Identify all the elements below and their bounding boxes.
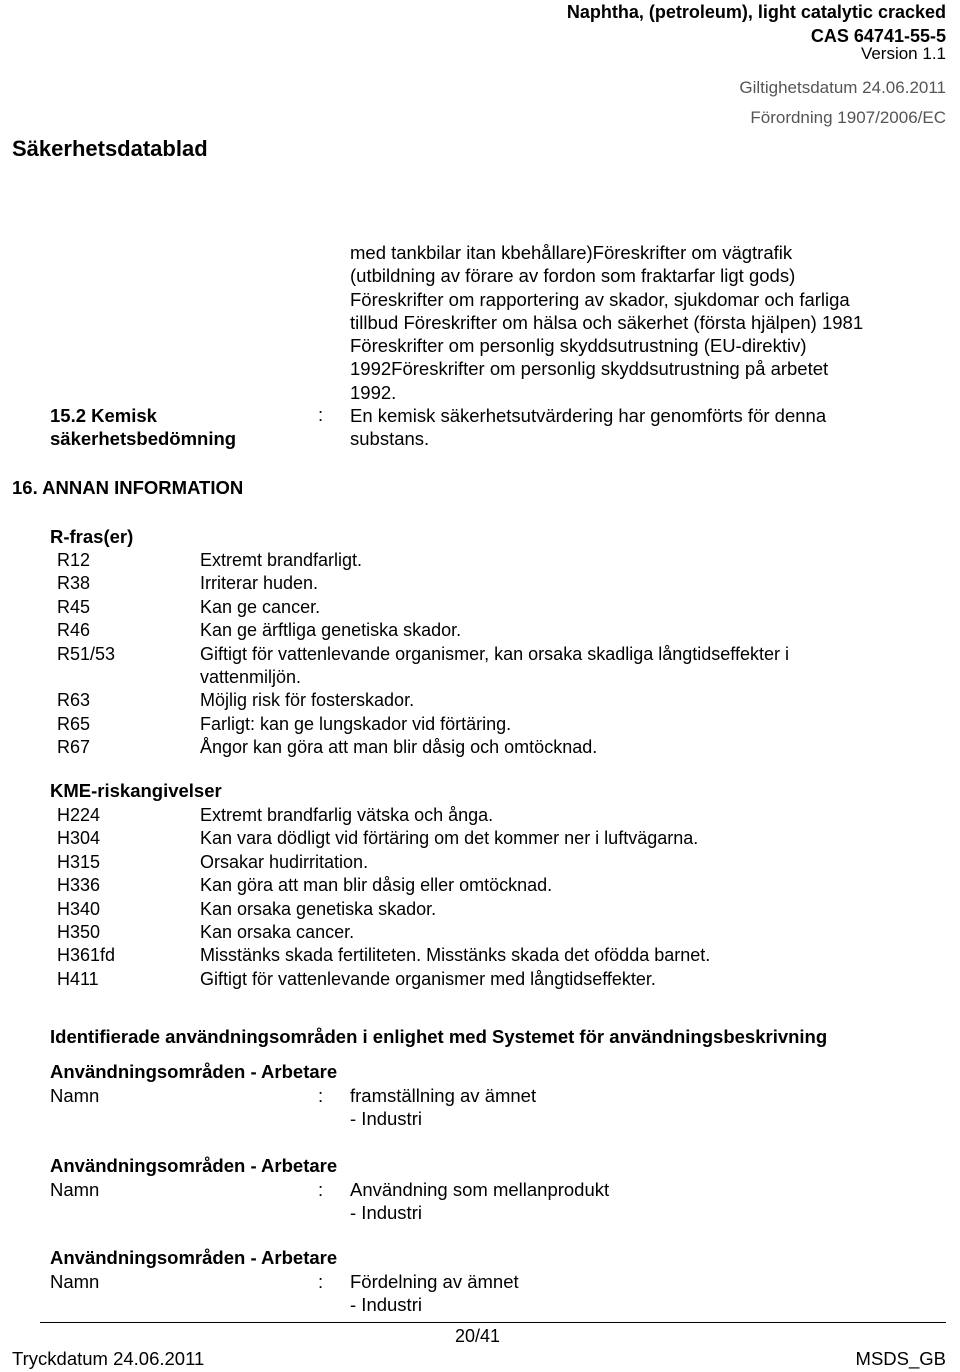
colon: :: [318, 1085, 324, 1106]
r-phrase-code: R12: [57, 550, 91, 570]
r-phrase-text: Irriterar huden.: [200, 573, 319, 594]
cas-number: CAS 64741-55-5: [810, 26, 946, 46]
r-phrase-text: Kan ge cancer.: [200, 596, 321, 617]
r-phrase-code: R67: [57, 737, 91, 758]
use-name-label: Namn: [50, 1179, 100, 1200]
print-date: Tryckdatum 24.06.2011: [12, 1348, 205, 1369]
r-phrase-code: R46: [57, 620, 91, 641]
regulation-line: (utbildning av förare av fordon som fraktarfar ligt gods): [350, 265, 796, 287]
validity-date: Giltighetsdatum 24.06.2011: [739, 78, 946, 97]
section-15-2-text: [350, 404, 826, 451]
r-phrase-text: Farligt: kan ge lungskador vid förtäring.: [200, 713, 512, 734]
version: Version 1.1: [860, 44, 946, 63]
use-heading: Användningsområden - Arbetare: [50, 1247, 338, 1268]
r-phrase-text-cont: vattenmiljön.: [200, 667, 302, 687]
r-phrase-text: Giftigt för vattenlevande organismer, kan orsaka skadliga långtidseffekter i: [200, 643, 789, 664]
product-name: Naphtha, (petroleum), light catalytic cracked: [566, 2, 946, 22]
regulation-line: tillbud Föreskrifter om hälsa och säkerhet (första hjälpen) 1981: [350, 311, 864, 333]
h-statement-text: Kan göra att man blir dåsig eller omtöcknad.: [200, 875, 553, 896]
h-statement-text: Kan vara dödligt vid förtäring om det kommer ner i luftvägarna.: [200, 828, 699, 849]
r-phrase-text: Möjlig risk för fosterskador.: [200, 690, 415, 711]
h-statement-code: H336: [57, 875, 101, 896]
colon: :: [318, 1271, 324, 1292]
r-phrase-text: Ångor kan göra att man blir dåsig och omtöcknad.: [200, 737, 598, 758]
use-name-label: Namn: [50, 1271, 100, 1292]
h-statement-text: Kan orsaka cancer.: [200, 922, 355, 942]
use-sector: - Industri: [350, 1202, 422, 1223]
regulation-line: 1992Föreskrifter om personlig skyddsutrustning på arbetet: [350, 358, 829, 380]
h-statement-text: Kan orsaka genetiska skador.: [200, 898, 437, 919]
h-statement-text: Extremt brandfarlig vätska och ånga.: [200, 805, 494, 825]
section-text-line: substans.: [350, 428, 430, 450]
use-name-value: framställning av ämnet: [350, 1085, 537, 1106]
h-statement-code: H224: [57, 805, 101, 825]
h-statement-code: H411: [57, 968, 99, 989]
use-name-value: Användning som mellanprodukt: [350, 1179, 610, 1200]
section-text-line: En kemisk säkerhetsutvärdering har genomförts för denna: [350, 405, 827, 426]
regulation-line: Föreskrifter om rapportering av skador, sjukdomar och farliga: [350, 288, 850, 310]
use-name-value: Fördelning av ämnet: [350, 1271, 519, 1292]
use-name-label: Namn: [50, 1085, 100, 1106]
document-title: Säkerhetsdatablad: [12, 136, 208, 161]
r-phrase-code: R45: [57, 596, 91, 617]
r-phrase-code: R65: [57, 713, 91, 734]
r-phrase-text: Kan ge ärftliga genetiska skador.: [200, 620, 462, 641]
page-number: 20/41: [455, 1326, 501, 1346]
footer-rule: [40, 1322, 946, 1323]
r-phrases-title: R-fras(er): [50, 526, 134, 547]
h-statement-code: H315: [57, 851, 101, 872]
regulation-line: Föreskrifter om personlig skyddsutrustning (EU-direktiv): [350, 335, 807, 357]
h-statement-code: H350: [57, 922, 101, 942]
h-statement-text: Orsakar hudirritation.: [200, 851, 369, 872]
regulation-line: med tankbilar itan kbehållare)Föreskrifter om vägtrafik: [350, 242, 793, 263]
section-15-2-label: [50, 404, 236, 450]
regulation-continuation: [350, 241, 863, 404]
h-statement-text: Misstänks skada fertiliteten. Misstänks skada det ofödda barnet.: [200, 945, 711, 966]
section-16-title: 16. ANNAN INFORMATION: [12, 477, 244, 498]
r-phrase-code: R38: [57, 573, 91, 594]
regulation: Förordning 1907/2006/EC: [750, 108, 946, 127]
r-phrase-text: Extremt brandfarligt.: [200, 550, 363, 570]
h-statement-code: H361fd: [57, 945, 116, 966]
h-statement-text: Giftigt för vattenlevande organismer med långtidseffekter.: [200, 968, 656, 989]
use-heading: Användningsområden - Arbetare: [50, 1155, 338, 1176]
kme-title: KME-riskangivelser: [50, 780, 222, 801]
colon: :: [318, 1179, 324, 1200]
r-phrase-code: R63: [57, 690, 91, 711]
use-sector: - Industri: [350, 1294, 422, 1315]
use-sector: - Industri: [350, 1108, 422, 1129]
regulation-line: 1992.: [350, 381, 397, 403]
uses-title: Identifierade användningsområden i enlighet med Systemet för användningsbeskrivning: [50, 1026, 828, 1047]
section-label-line: 15.2 Kemisk: [50, 405, 157, 426]
doc-code: MSDS_GB: [855, 1348, 946, 1369]
use-heading: Användningsområden - Arbetare: [50, 1061, 338, 1082]
r-phrase-code: R51/53: [57, 643, 116, 664]
h-statement-code: H340: [57, 898, 101, 919]
h-statement-code: H304: [57, 828, 101, 849]
section-label-line: säkerhetsbedömning: [50, 428, 237, 449]
colon: :: [318, 404, 324, 425]
